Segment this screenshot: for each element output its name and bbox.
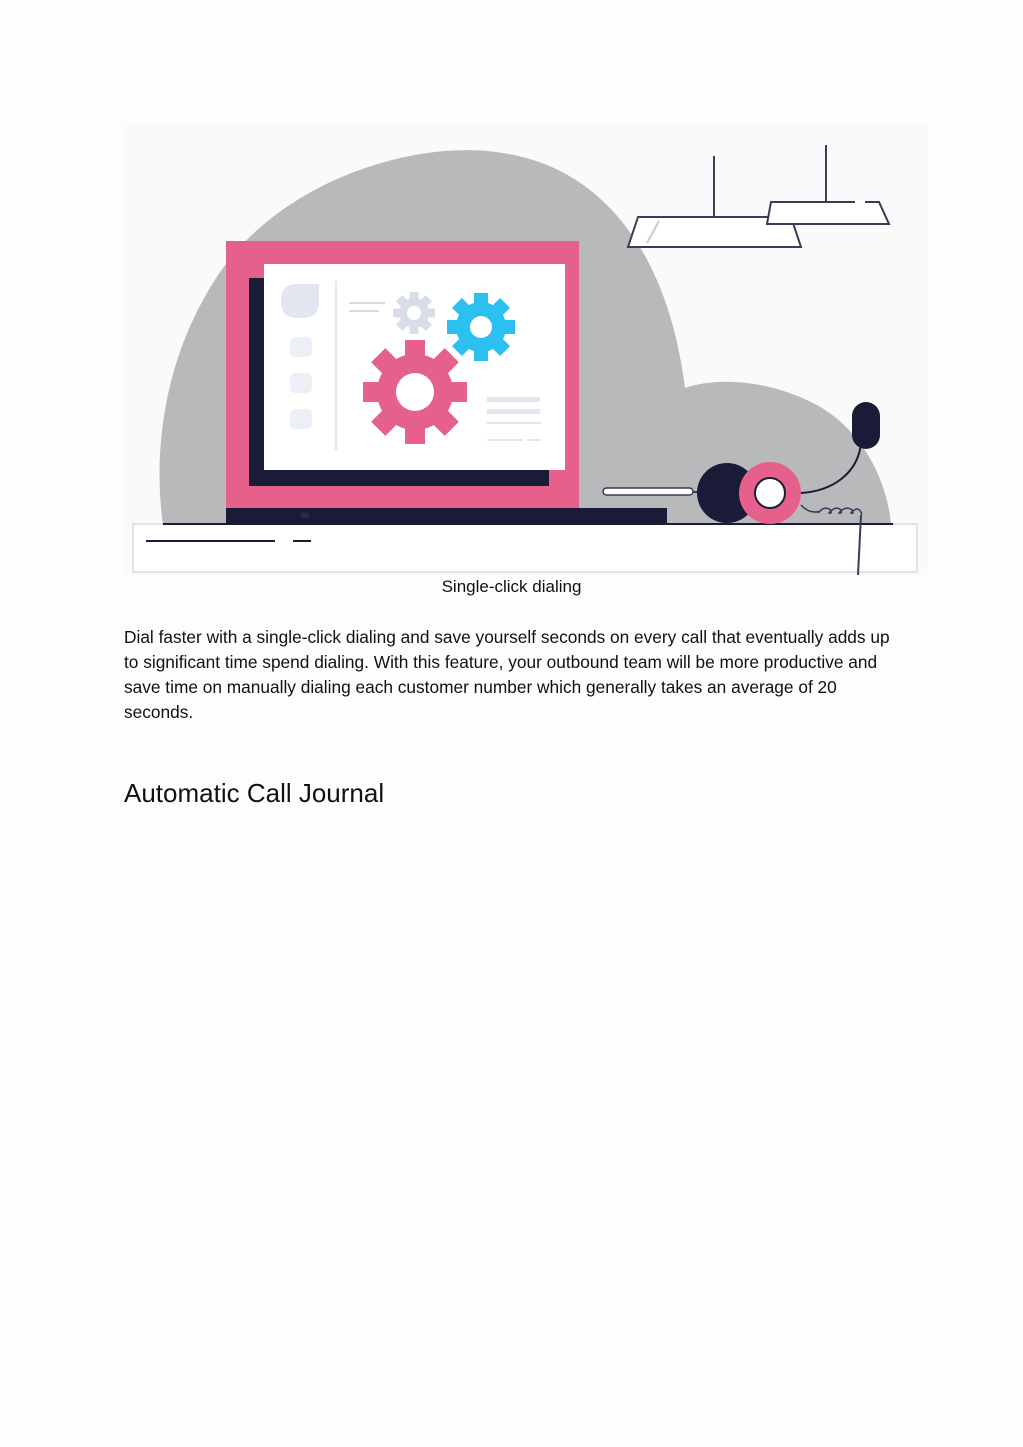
body-paragraph: Dial faster with a single-click dialing and save yourself seconds on every call that eventually adds up to significant time spend dialing. With this feature, your outbound team will be more productive and save time on manually dialing each customer number which generally takes an average of 20 seconds. (124, 627, 890, 722)
gear-icon-cyan (447, 293, 515, 361)
figure-caption: Single-click dialing (441, 577, 582, 596)
single-click-dialing-illustration (123, 123, 928, 575)
desk (133, 524, 917, 572)
gear-icon-large (363, 340, 467, 444)
section-heading: Automatic Call Journal (124, 778, 385, 808)
laptop-base (226, 508, 667, 525)
gear-icon-light (393, 292, 435, 334)
laptop-logo (301, 513, 309, 518)
